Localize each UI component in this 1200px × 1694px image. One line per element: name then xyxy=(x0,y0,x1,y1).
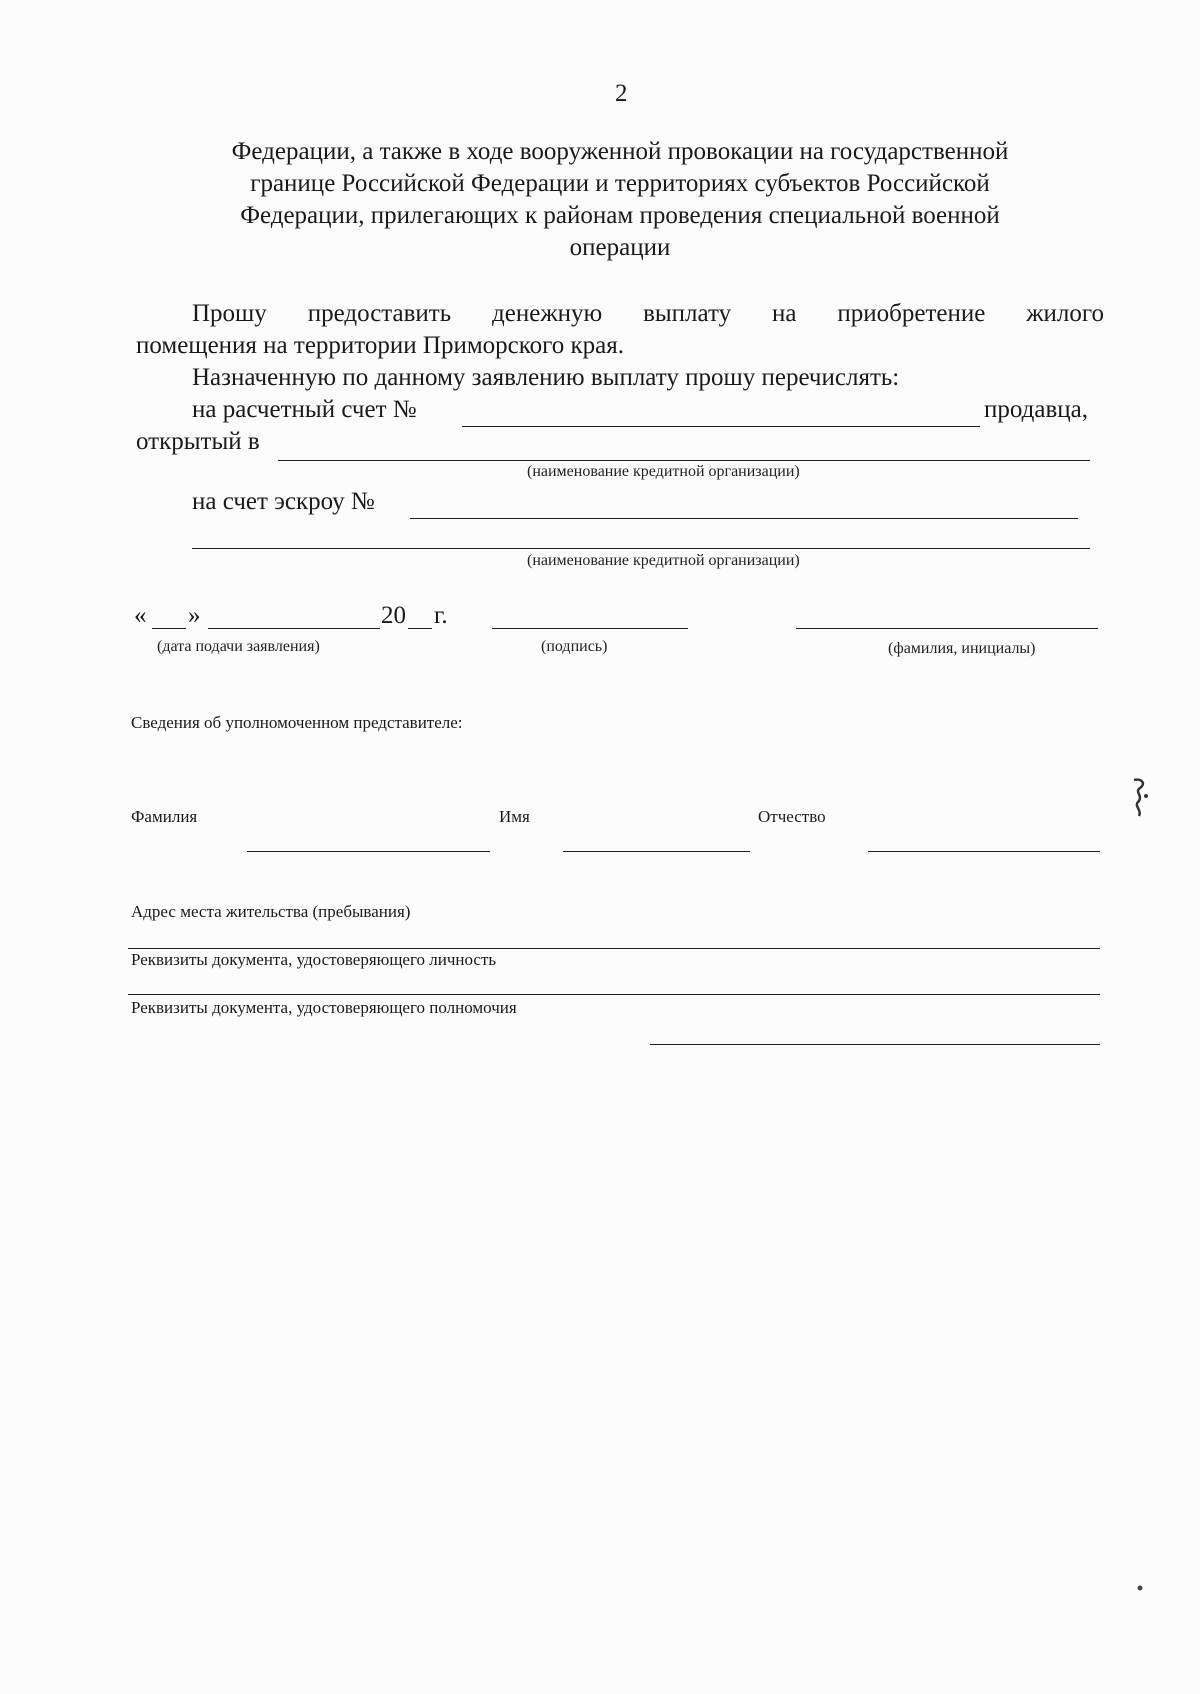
signature-caption: (подпись) xyxy=(541,638,608,655)
account-suffix: продавца, xyxy=(984,396,1089,423)
address-field[interactable] xyxy=(128,948,1100,949)
bank-name-field[interactable] xyxy=(278,460,1090,461)
quote-close: » xyxy=(188,602,201,629)
page-number: 2 xyxy=(615,80,628,107)
heading-line: границе Российской Федерации и территориях субъектов Российской xyxy=(250,170,990,197)
date-caption: (дата подачи заявления) xyxy=(157,638,320,655)
first-name-field[interactable] xyxy=(563,851,750,852)
surname-label: Фамилия xyxy=(131,807,198,826)
first-name-label: Имя xyxy=(499,807,530,826)
year-suffix: г. xyxy=(434,602,448,629)
signature-field[interactable] xyxy=(492,628,688,629)
representative-title: Сведения об уполномоченном представителе: xyxy=(131,713,463,732)
scan-mark xyxy=(1128,776,1154,822)
id-document-label: Реквизиты документа, удостоверяющего личность xyxy=(131,950,497,969)
escrow-bank-field[interactable] xyxy=(192,548,1090,549)
year-field[interactable] xyxy=(408,628,432,629)
quote-open: « xyxy=(134,602,147,629)
request-line-1: Прошу предоставить денежную выплату на приобретение жилого xyxy=(192,300,1104,327)
month-field[interactable] xyxy=(208,628,380,629)
heading-line: Федерации, прилегающих к районам проведения специальной военной xyxy=(240,202,1000,229)
year-prefix: 20 xyxy=(381,602,406,629)
patronymic-field[interactable] xyxy=(868,851,1100,852)
account-prefix: на расчетный счет № xyxy=(192,396,417,423)
name-caption: (фамилия, инициалы) xyxy=(888,640,1036,657)
opened-in-label: открытый в xyxy=(136,428,260,455)
transfer-intro: Назначенную по данному заявлению выплату прошу перечислять: xyxy=(192,364,900,391)
heading-line: операции xyxy=(569,234,671,261)
patronymic-label: Отчество xyxy=(758,807,826,826)
authority-document-label: Реквизиты документа, удостоверяющего полномочия xyxy=(131,998,517,1017)
account-number-field[interactable] xyxy=(462,426,980,427)
day-field[interactable] xyxy=(152,628,186,629)
full-name-field[interactable] xyxy=(796,628,1098,629)
bank-caption: (наименование кредитной организации) xyxy=(527,552,800,569)
authority-document-field[interactable] xyxy=(650,1044,1100,1045)
scan-dot xyxy=(1136,1584,1144,1592)
request-line-2: помещения на территории Приморского края. xyxy=(136,332,625,359)
heading-line: Федерации, а также в ходе вооруженной провокации на государственной xyxy=(231,138,1009,165)
surname-field[interactable] xyxy=(247,851,490,852)
address-label: Адрес места жительства (пребывания) xyxy=(131,902,411,921)
id-document-field[interactable] xyxy=(128,994,1100,995)
escrow-prefix: на счет эскроу № xyxy=(192,488,375,515)
escrow-number-field[interactable] xyxy=(410,518,1078,519)
bank-caption: (наименование кредитной организации) xyxy=(527,463,800,480)
